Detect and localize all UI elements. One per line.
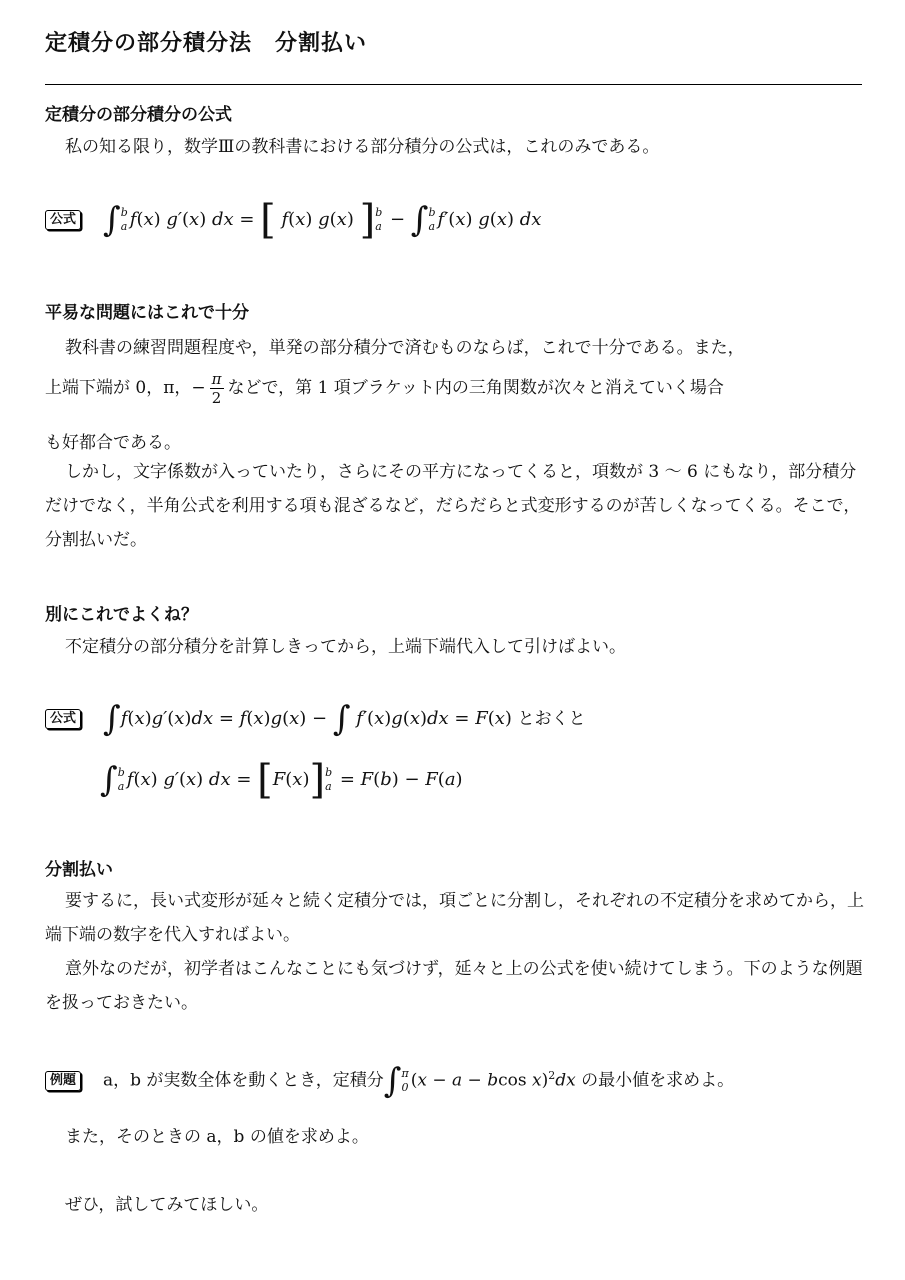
example-tag: 例題 (45, 1071, 81, 1091)
definite-evaluation-formula: ∫ b a f(x) g′(x) dx = [F(x)] b a = F(b) − F(a) (100, 757, 463, 803)
integration-by-parts-formula: 公式 ∫ b a f(x) g′(x) dx = [ f(x) g(x) ] b a − ∫ b a f′(x) g(x) dx (45, 200, 541, 240)
section2-line3: も好都合である。 (45, 433, 181, 453)
section4-paragraph2: 意外なのだが，初学者はこんなことにも気づけず，延々と上の公式を使い続けてしまう。下のような例題を扱っておきたい。 (45, 959, 863, 1013)
formula-tag: 公式 (45, 210, 81, 230)
example-text-b: の最小値を求めよ。 (581, 1070, 735, 1091)
formula-tag-2: 公式 (45, 709, 81, 729)
frac-denominator: 2 (211, 389, 222, 407)
section-heading-split: 分割払い (45, 860, 113, 880)
section2-line2 (45, 370, 724, 407)
closing-text: ぜひ，試してみてほしい。 (65, 1195, 269, 1215)
frac-numerator: π (211, 370, 222, 388)
indefinite-formula: 公式 ∫f(x)g′(x)dx = f(x)g(x) − ∫ f′(x)g(x)dx = F(x) とおくと (45, 702, 586, 736)
section3-text: 不定積分の部分積分を計算しきってから，上端下端代入して引けばよい。 (65, 637, 626, 657)
section-heading-simple: 平易な問題にはこれで十分 (45, 303, 249, 323)
section2-line2-b: などで，第 1 項ブラケット内の三角関数が次々と消えていく場合 (227, 378, 724, 398)
section4-paragraph1: 要するに，長い式変形が延々と続く定積分では，項ごとに分割し，それぞれの不定積分を求めてから，上端下端の数字を代入すればよい。 (45, 891, 864, 945)
title-divider (45, 84, 862, 85)
section2-line2-a: 上端下端が 0，π，− (45, 378, 206, 398)
section2-line1: 教科書の練習問題程度や，単発の部分積分で済むものならば，これで十分である。また， (65, 338, 745, 358)
example-text-a: a，b が実数全体を動くとき，定積分 (103, 1070, 384, 1091)
example-problem-line2: また，そのときの a，b の値を求めよ。 (65, 1127, 369, 1147)
section-heading-formula: 定積分の部分積分の公式 (45, 105, 232, 125)
pi-over-two (210, 370, 224, 407)
example-problem-line1: 例題 a，b が実数全体を動くとき，定積分∫ π 0 (x − a − bcos x)$^2$dx の最小値を求めよ。 (45, 1064, 734, 1098)
formula-suffix: とおくと (517, 709, 586, 729)
page-title: 定積分の部分積分法 分割払い (45, 31, 368, 56)
section1-text: 私の知る限り，数学Ⅲの教科書における部分積分の公式は，これのみである。 (65, 137, 660, 157)
section-heading-alternative: 別にこれでよくね？ (45, 605, 198, 625)
section2-paragraph2: しかし，文字係数が入っていたり，さらにその平方になってくると，項数が 3 〜 6 にもなり，部分積分だけでなく，半角公式を利用する項も混ざるなど，だらだらと式変形するのが苦しくなってくる。そこで，分割払いだ。 (45, 462, 861, 550)
